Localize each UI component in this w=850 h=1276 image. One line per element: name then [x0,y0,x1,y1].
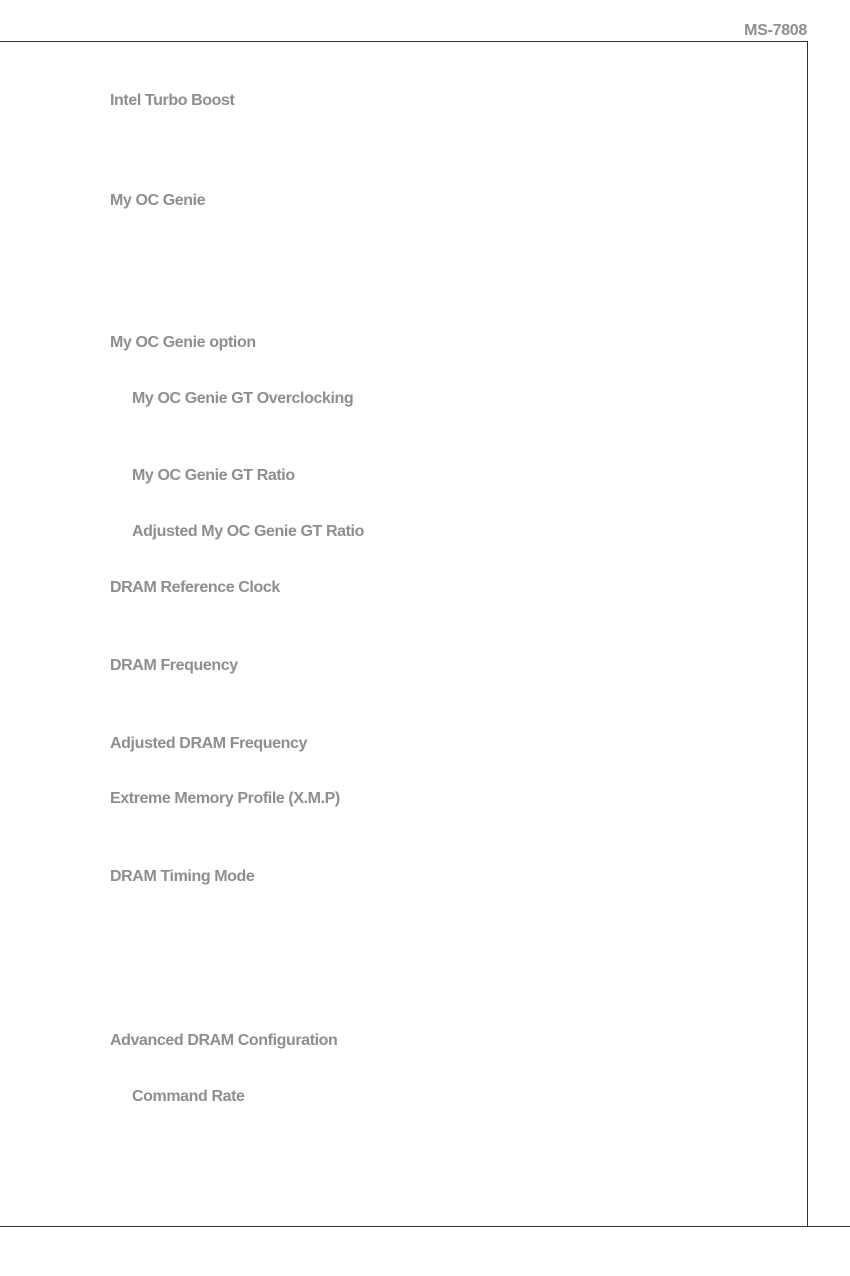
setting-dram-frequency: DRAM Frequency [110,657,238,674]
setting-command-rate: Command Rate [132,1088,245,1105]
setting-my-oc-genie: My OC Genie [110,192,206,209]
setting-dram-reference-clock: DRAM Reference Clock [110,579,280,596]
setting-extreme-memory-profile: Extreme Memory Profile (X.M.P) [110,790,340,807]
setting-dram-timing-mode: DRAM Timing Mode [110,868,255,885]
setting-my-oc-genie-gt-ratio: My OC Genie GT Ratio [132,467,295,484]
setting-my-oc-genie-option: My OC Genie option [110,334,256,351]
frame-right-rule [807,41,808,1226]
model-number: MS-7808 [744,22,807,39]
setting-intel-turbo-boost: Intel Turbo Boost [110,92,235,109]
setting-advanced-dram-configuration: Advanced DRAM Configuration [110,1032,338,1049]
frame-top-rule [0,41,808,42]
frame-bottom-rule [0,1226,850,1227]
setting-adjusted-my-oc-genie-gt-ratio: Adjusted My OC Genie GT Ratio [132,523,364,540]
setting-my-oc-genie-gt-overclocking: My OC Genie GT Overclocking [132,390,354,407]
setting-adjusted-dram-frequency: Adjusted DRAM Frequency [110,735,308,752]
